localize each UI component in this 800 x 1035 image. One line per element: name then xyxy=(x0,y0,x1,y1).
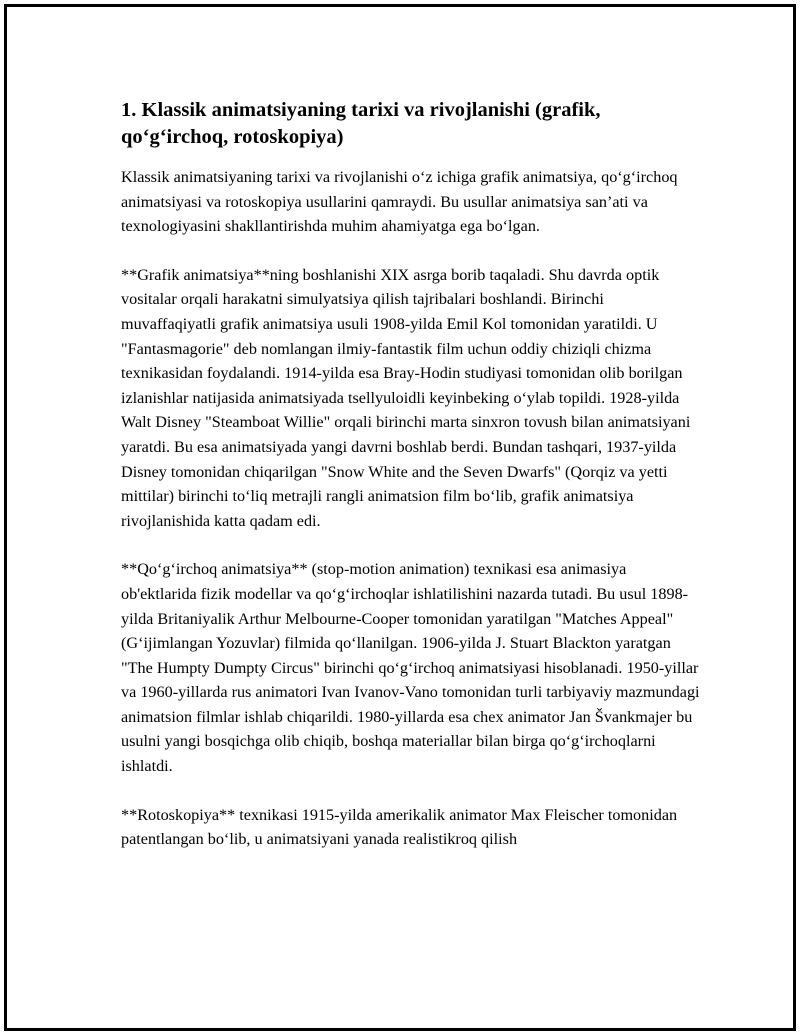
document-body xyxy=(121,97,701,876)
paragraph-graphic-animation: **Grafik animatsiya**ning boshlanishi XIX asrga borib taqaladi. Shu davrda optik vositalar orqali harakatni simulyatsiya qilish tajribalari boshlandi. Birinchi muvaffaqiyatli grafik animatsiya usuli 1908-yilda Emil Kol tomonidan yaratildi. U "Fantasmagorie" deb nomlangan ilmiy-fantastik film uchun oddiy chiziqli chizma texnikasidan foydalandi. 1914-yilda esa Bray-Hodin studiyasi tomonidan olib borilgan izlanishlar natijasida animatsiyada tsellyuloidli keyinbeking o‘ylab topildi. 1928-yilda Walt Disney "Steamboat Willie" orqali birinchi marta sinxron tovush bilan animatsiyani yaratdi. Bu esa animatsiyada yangi davrni boshlab berdi. Bundan tashqari, 1937-yilda Disney tomonidan chiqarilgan "Snow White and the Seven Dwarfs" (Qorqiz va yetti mittilar) birinchi to‘liq metrajli rangli animatsion film bo‘lib, grafik animatsiya rivojlanishida katta qadam edi. xyxy=(121,265,691,530)
page-frame xyxy=(4,4,796,1031)
paragraph-puppet-animation: **Qo‘g‘irchoq animatsiya** (stop-motion animation) texnikasi esa animasiya ob'ektlarida fizik modellar va qo‘g‘irchoqlar ishlatilishini nazarda tutadi. Bu usul 1898-yilda Britaniyalik Arthur Melbourne-Cooper tomonidan yaratilgan "Matches Appeal" (G‘ijimlangan Yozuvlar) filmida qo‘llanilgan. 1906-yilda J. Stuart Blackton yaratgan "The Humpty Dumpty Circus" birinchi qo‘g‘irchoq animatsiyasi hisoblanadi. 1950-yillar va 1960-yillarda rus animatori Ivan Ivanov-Vano tomonidan turli tarbiyaviy mazmundagi animatsion filmlar ishlab chiqarildi. 1980-yillarda esa chex animator Jan Švankmajer bu usulni yangi bosqichga olib chiqib, boshqa materiallar bilan birga qo‘g‘irchoqlarni ishlatdi. xyxy=(121,560,700,776)
paragraph-intro: Klassik animatsiyaning tarixi va rivojlanishi o‘z ichiga grafik animatsiya, qo‘g‘irchoq animatsiyasi va rotoskopiya usullarini qamraydi. Bu usullar animatsiya san’ati va texnologiyasini shakllantirishda muhim ahamiyatga ega bo‘lgan. xyxy=(121,168,678,236)
paragraph-rotoscoping: **Rotoskopiya** texnikasi 1915-yilda amerikalik animator Max Fleischer tomonidan patentlangan bo‘lib, u animatsiyani yanada realistikroq qilish xyxy=(121,805,678,849)
document-title: 1. Klassik animatsiyaning tarixi va rivojlanishi (grafik, qo‘g‘irchoq, rotoskopiya) xyxy=(121,99,601,148)
